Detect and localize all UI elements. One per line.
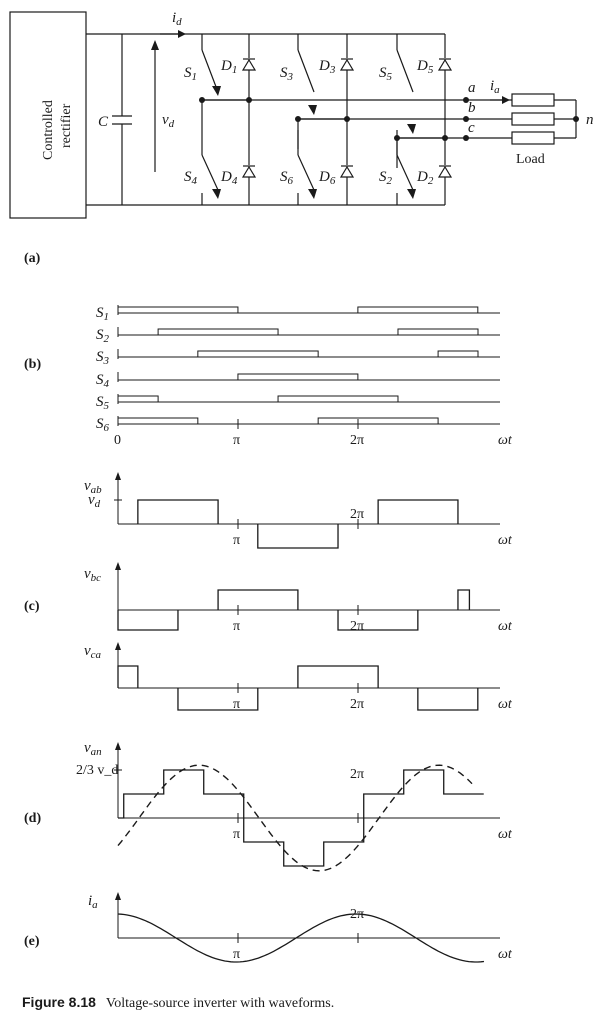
- gate-label-S2: $S_2$: [96, 327, 109, 345]
- upper-switch-1: [298, 50, 314, 92]
- gate-pulse-S2-1: [398, 329, 478, 335]
- lower-switch-1: [298, 155, 314, 190]
- gating-signals: [96, 305, 513, 448]
- lower-switch-0: [202, 155, 218, 190]
- tick-label-pi: π: [233, 697, 241, 712]
- gate-pulse-S1-0: [118, 307, 238, 313]
- capacitor-label: C: [98, 114, 109, 130]
- upper-switch-label-1: $S_3$: [280, 65, 293, 83]
- tick-label-pi: π: [233, 947, 241, 962]
- lower-switch-arrow-2: [407, 189, 416, 199]
- lower-diode-1: [341, 167, 353, 177]
- panel-label-b: (b): [24, 357, 42, 372]
- tick-label-pi: π: [233, 827, 241, 842]
- load-resistor-c: [512, 132, 554, 144]
- upper-diode-1: [341, 60, 353, 70]
- panel-label-e: (e): [24, 934, 40, 949]
- lower-switch-arrow-0: [212, 189, 221, 199]
- upper-diode-label-2: $D_5$: [417, 58, 434, 76]
- tick-label-pi: π: [233, 433, 241, 448]
- vab-segment-2: [378, 500, 458, 524]
- gate-pulse-S6-1: [318, 418, 438, 424]
- caption-label: Figure 8.18: [22, 994, 96, 1010]
- vbc-plot: [84, 562, 513, 634]
- gate-pulse-S6-0: [118, 418, 198, 424]
- upper-switch-label-2: $S_5$: [379, 65, 392, 83]
- lower-diode-label-0: $D_4$: [221, 169, 238, 187]
- vbc-segment-3: [458, 590, 469, 610]
- axis-label-wt: ωt: [498, 619, 512, 634]
- upper-switch-arrow-0: [212, 86, 221, 96]
- lower-diode-label-1: $D_6$: [319, 169, 336, 187]
- id-label: $i_d$: [172, 10, 182, 28]
- phase-label-b: b: [468, 100, 476, 116]
- lower-diode-label-2: $D_2$: [417, 169, 434, 187]
- upper-switch-arrow-2: [407, 124, 416, 134]
- gate-pulse-S3-0: [198, 351, 318, 357]
- vca-segment-3: [418, 688, 478, 710]
- van-plot: [76, 740, 513, 871]
- gate-label-S4: $S_4$: [96, 372, 109, 390]
- gate-label-S3: $S_3$: [96, 349, 109, 367]
- lower-diode-2: [439, 167, 451, 177]
- vbc-segment-1: [218, 590, 298, 610]
- vertical-axis-arrow: [115, 892, 121, 900]
- upper-switch-label-0: $S_1$: [184, 65, 197, 83]
- upper-diode-0: [243, 60, 255, 70]
- vca-segment-1: [178, 688, 258, 710]
- axis-label-wt: ωt: [498, 433, 512, 448]
- axis-label-wt: ωt: [498, 947, 512, 962]
- circuit-diagram: [10, 10, 594, 218]
- vca-axis-label: $v_{ca}$: [84, 643, 102, 661]
- upper-diode-2: [439, 60, 451, 70]
- vertical-axis-arrow: [115, 642, 121, 650]
- panel-label-d: (d): [24, 811, 42, 826]
- vab-segment-0: [138, 500, 218, 524]
- gate-pulse-S5-1: [278, 396, 398, 402]
- phase-label-a: a: [468, 80, 476, 96]
- tick-label-2pi: 2π: [350, 433, 365, 448]
- lower-diode-0: [243, 167, 255, 177]
- ia-output-label: $i_a$: [490, 78, 500, 96]
- gate-label-S6: $S_6$: [96, 416, 109, 434]
- gate-pulse-S1-1: [358, 307, 478, 313]
- load-resistor-b: [512, 113, 554, 125]
- panel-label-c: (c): [24, 599, 40, 614]
- vd-label: $v_d$: [162, 112, 175, 130]
- tick-label-pi: π: [233, 533, 241, 548]
- gate-label-S1: $S_1$: [96, 305, 109, 323]
- upper-switch-2: [397, 50, 413, 92]
- vab-level-label: $v_d$: [88, 492, 101, 510]
- vab-plot: [84, 472, 513, 548]
- upper-switch-arrow-1: [308, 105, 317, 115]
- upper-diode-label-0: $D_1$: [221, 58, 238, 76]
- tick-label-zero: 0: [114, 433, 121, 448]
- tick-label-2pi: 2π: [350, 619, 365, 634]
- gate-label-S5: $S_5$: [96, 394, 109, 412]
- vertical-axis-arrow: [115, 472, 121, 480]
- tick-label-2pi: 2π: [350, 697, 365, 712]
- lower-switch-label-0: $S_4$: [184, 169, 197, 187]
- upper-diode-label-1: $D_3$: [319, 58, 336, 76]
- gate-pulse-S2-0: [158, 329, 278, 335]
- tick-label-pi: π: [233, 619, 241, 634]
- ia-axis-label: $i_a$: [88, 893, 98, 911]
- van-axis-label: $v_{an}$: [84, 740, 102, 758]
- axis-label-wt: ωt: [498, 697, 512, 712]
- tick-label-2pi: 2π: [350, 907, 365, 922]
- rectifier-label-1: Controlled: [41, 100, 56, 160]
- vab-axis-label: $v_{ab}$: [84, 478, 102, 496]
- lower-switch-2: [397, 155, 413, 190]
- lower-switch-label-1: $S_6$: [280, 169, 293, 187]
- lower-switch-arrow-1: [308, 189, 317, 199]
- vbc-axis-label: $v_{bc}$: [84, 566, 102, 584]
- vca-plot: [84, 642, 513, 712]
- load-label: Load: [516, 152, 545, 167]
- rectifier-label-2: rectifier: [59, 103, 74, 148]
- vab-segment-1: [258, 524, 338, 548]
- neutral-label: n: [586, 112, 594, 128]
- vertical-axis-arrow: [115, 562, 121, 570]
- gate-pulse-S3-1: [438, 351, 478, 357]
- tick-label-2pi: 2π: [350, 767, 365, 782]
- axis-label-wt: ωt: [498, 533, 512, 548]
- gate-pulse-S4-1: [238, 374, 358, 380]
- vca-segment-2: [298, 666, 378, 688]
- lower-switch-label-2: $S_2$: [379, 169, 392, 187]
- caption-text: Voltage-source inverter with waveforms.: [105, 996, 335, 1011]
- gate-pulse-S5-0: [118, 396, 158, 402]
- tick-label-2pi: 2π: [350, 507, 365, 522]
- vbc-segment-0: [118, 610, 178, 630]
- van-level-label: 2/3 v_d: [76, 763, 119, 778]
- axis-label-wt: ωt: [498, 827, 512, 842]
- phase-label-c: c: [468, 120, 475, 136]
- panel-label-a: (a): [24, 251, 41, 266]
- upper-switch-0: [202, 50, 218, 92]
- ia-plot: [88, 892, 513, 962]
- vca-segment-0: [118, 666, 138, 688]
- load-resistor-a: [512, 94, 554, 106]
- figure-caption: [22, 994, 602, 1012]
- vertical-axis-arrow: [115, 742, 121, 750]
